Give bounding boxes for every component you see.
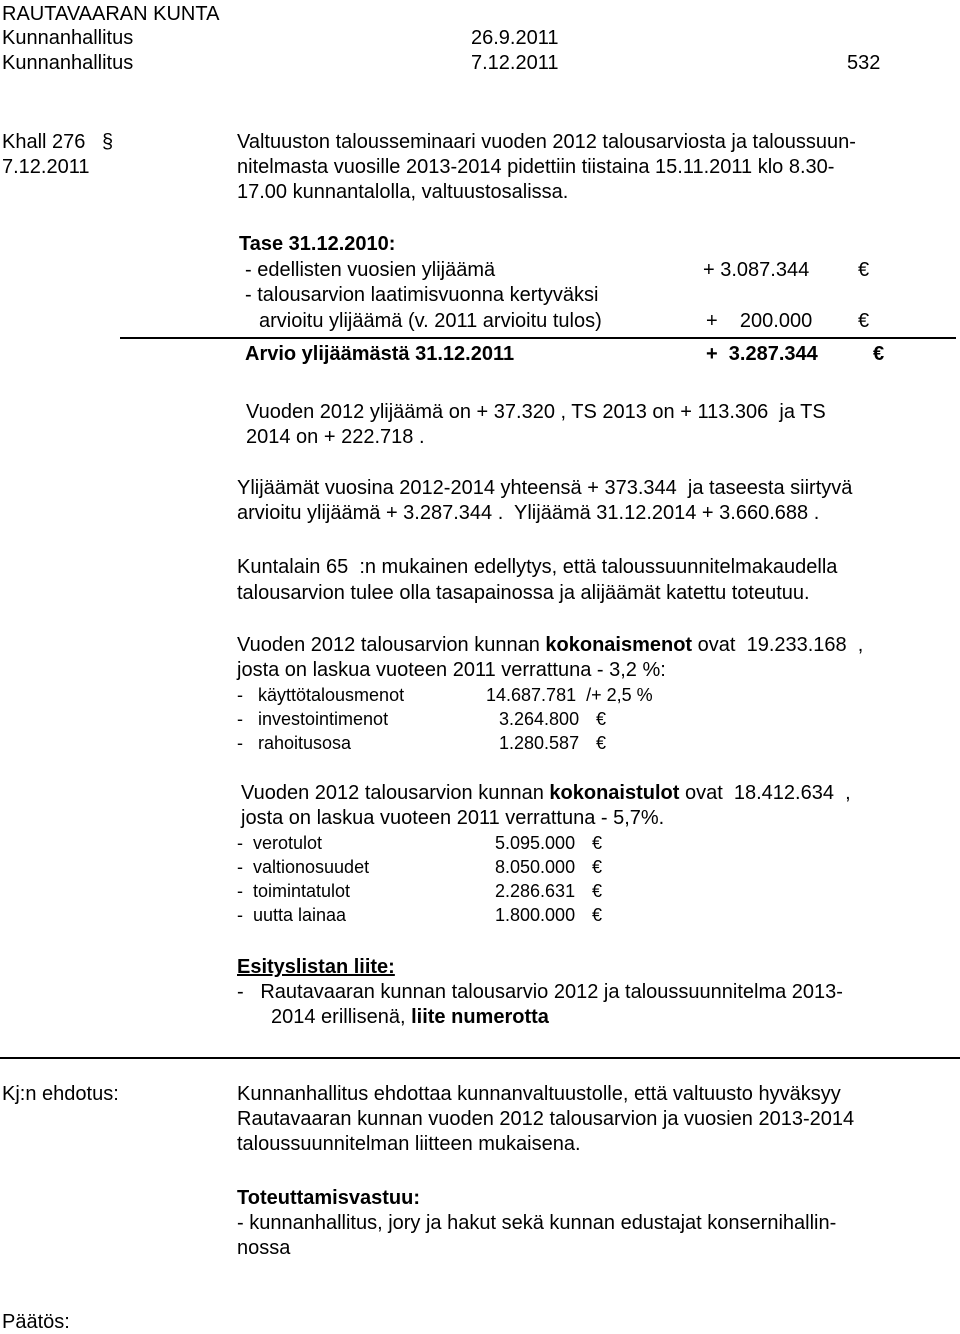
euro-icon: €: [873, 343, 885, 365]
tulot-item-value: 2.286.631: [495, 881, 576, 901]
liite-heading: Esityslistan liite:: [237, 956, 395, 978]
euro-icon: €: [592, 833, 603, 853]
tase-row2-value: + 200.000: [706, 310, 813, 332]
tulot-item-label: - valtionosuudet: [237, 857, 370, 877]
ylijaamat-line-2: arvioitu ylijäämä + 3.287.344 . Ylijäämä 31.12.2014 + 3.660.688 .: [237, 502, 820, 524]
tulot-item-label: - uutta lainaa: [237, 905, 347, 925]
euro-icon: €: [596, 709, 607, 729]
ehdotus-line-2: Rautavaaran kunnan vuoden 2012 talousarvion ja vuosien 2013-2014: [237, 1108, 855, 1130]
section-sign-icon: §: [102, 131, 114, 153]
tulot-item-label: - toimintatulot: [237, 881, 351, 901]
menot-item-label: - rahoitusosa: [237, 733, 352, 753]
menot-line-2: josta on laskua vuoteen 2011 verrattuna - 3,2 %:: [237, 659, 666, 681]
tase-total-value: + 3.287.344: [706, 343, 818, 365]
section-ref-date: 7.12.2011: [2, 156, 90, 178]
tase-row1-label: - edellisten vuosien ylijäämä: [245, 259, 496, 281]
tase-row2-label-a: - talousarvion laatimisvuonna kertyväksi: [245, 284, 599, 306]
liite-line-2: 2014 erillisenä, liite numerotta: [271, 1006, 549, 1028]
euro-icon: €: [858, 310, 870, 332]
meeting-date-1: 26.9.2011: [471, 27, 559, 49]
menot-item-value: 14.687.781 /+ 2,5 %: [486, 685, 653, 705]
ylijaama-line-1: Vuoden 2012 ylijäämä on + 37.320 , TS 2013 on + 113.306 ja TS: [246, 401, 826, 423]
section-divider: [0, 1057, 960, 1059]
intro-line-3: 17.00 kunnantalolla, valtuustosalissa.: [237, 181, 569, 203]
liite-line-1: - Rautavaaran kunnan talousarvio 2012 ja taloussuunnitelma 2013-: [237, 981, 843, 1003]
toteuttamis-line-1: - kunnanhallitus, jory ja hakut sekä kunnan edustajat konsernihallin-: [237, 1212, 837, 1234]
tulot-item-value: 5.095.000: [495, 833, 576, 853]
intro-line-2: nitelmasta vuosille 2013-2014 pidettiin tiistaina 15.11.2011 klo 8.30-: [237, 156, 835, 178]
kuntalaki-line-2: talousarvion tulee olla tasapainossa ja alijäämät katettu toteutuu.: [237, 582, 810, 604]
kuntalaki-line-1: Kuntalain 65 :n mukainen edellytys, että taloussuunnitelmakaudella: [237, 556, 838, 578]
tase-row2-label-b: arvioitu ylijäämä (v. 2011 arvioitu tulos): [259, 310, 602, 332]
tulot-line-2: josta on laskua vuoteen 2011 verrattuna - 5,7%.: [241, 807, 665, 829]
meeting-date-2: 7.12.2011: [471, 52, 559, 74]
ylijaama-line-2: 2014 on + 222.718 .: [246, 426, 425, 448]
tase-title: Tase 31.12.2010:: [239, 233, 396, 255]
menot-item-label: - käyttötalousmenot: [237, 685, 405, 705]
toteuttamis-heading: Toteuttamisvastuu:: [237, 1187, 420, 1209]
menot-item-value: 3.264.800: [499, 709, 580, 729]
tulot-line-1: Vuoden 2012 talousarvion kunnan kokonaistulot ovat 18.412.634 ,: [241, 782, 851, 804]
tulot-item-value: 1.800.000: [495, 905, 576, 925]
euro-icon: €: [858, 259, 870, 281]
body-name-1: Kunnanhallitus: [2, 27, 134, 49]
tulot-item-label: - verotulot: [237, 833, 323, 853]
menot-line-1: Vuoden 2012 talousarvion kunnan kokonaismenot ovat 19.233.168 ,: [237, 634, 864, 656]
page-number: 532: [847, 52, 881, 74]
euro-icon: €: [592, 857, 603, 877]
euro-icon: €: [592, 905, 603, 925]
intro-line-1: Valtuuston talousseminaari vuoden 2012 talousarviosta ja taloussuun-: [237, 131, 856, 153]
euro-icon: €: [596, 733, 607, 753]
section-ref: Khall 276: [2, 131, 86, 153]
ehdotus-line-1: Kunnanhallitus ehdottaa kunnanvaltuustolle, että valtuusto hyväksyy: [237, 1083, 841, 1105]
menot-item-value: 1.280.587: [499, 733, 580, 753]
toteuttamis-line-2: nossa: [237, 1237, 291, 1259]
sum-rule: [120, 337, 956, 339]
tase-total-label: Arvio ylijäämästä 31.12.2011: [245, 343, 515, 365]
tulot-item-value: 8.050.000: [495, 857, 576, 877]
euro-icon: €: [592, 881, 603, 901]
ylijaamat-line-1: Ylijäämät vuosina 2012-2014 yhteensä + 373.344 ja taseesta siirtyvä: [237, 477, 853, 499]
ehdotus-label: Kj:n ehdotus:: [2, 1083, 119, 1105]
menot-item-label: - investointimenot: [237, 709, 389, 729]
body-name-2: Kunnanhallitus: [2, 52, 134, 74]
org-name: RAUTAVAARAN KUNTA: [2, 3, 220, 25]
ehdotus-line-3: taloussuunnitelman liitteen mukaisena.: [237, 1133, 581, 1155]
paatos-label: Päätös:: [2, 1311, 70, 1333]
tase-row1-value: + 3.087.344: [703, 259, 810, 281]
